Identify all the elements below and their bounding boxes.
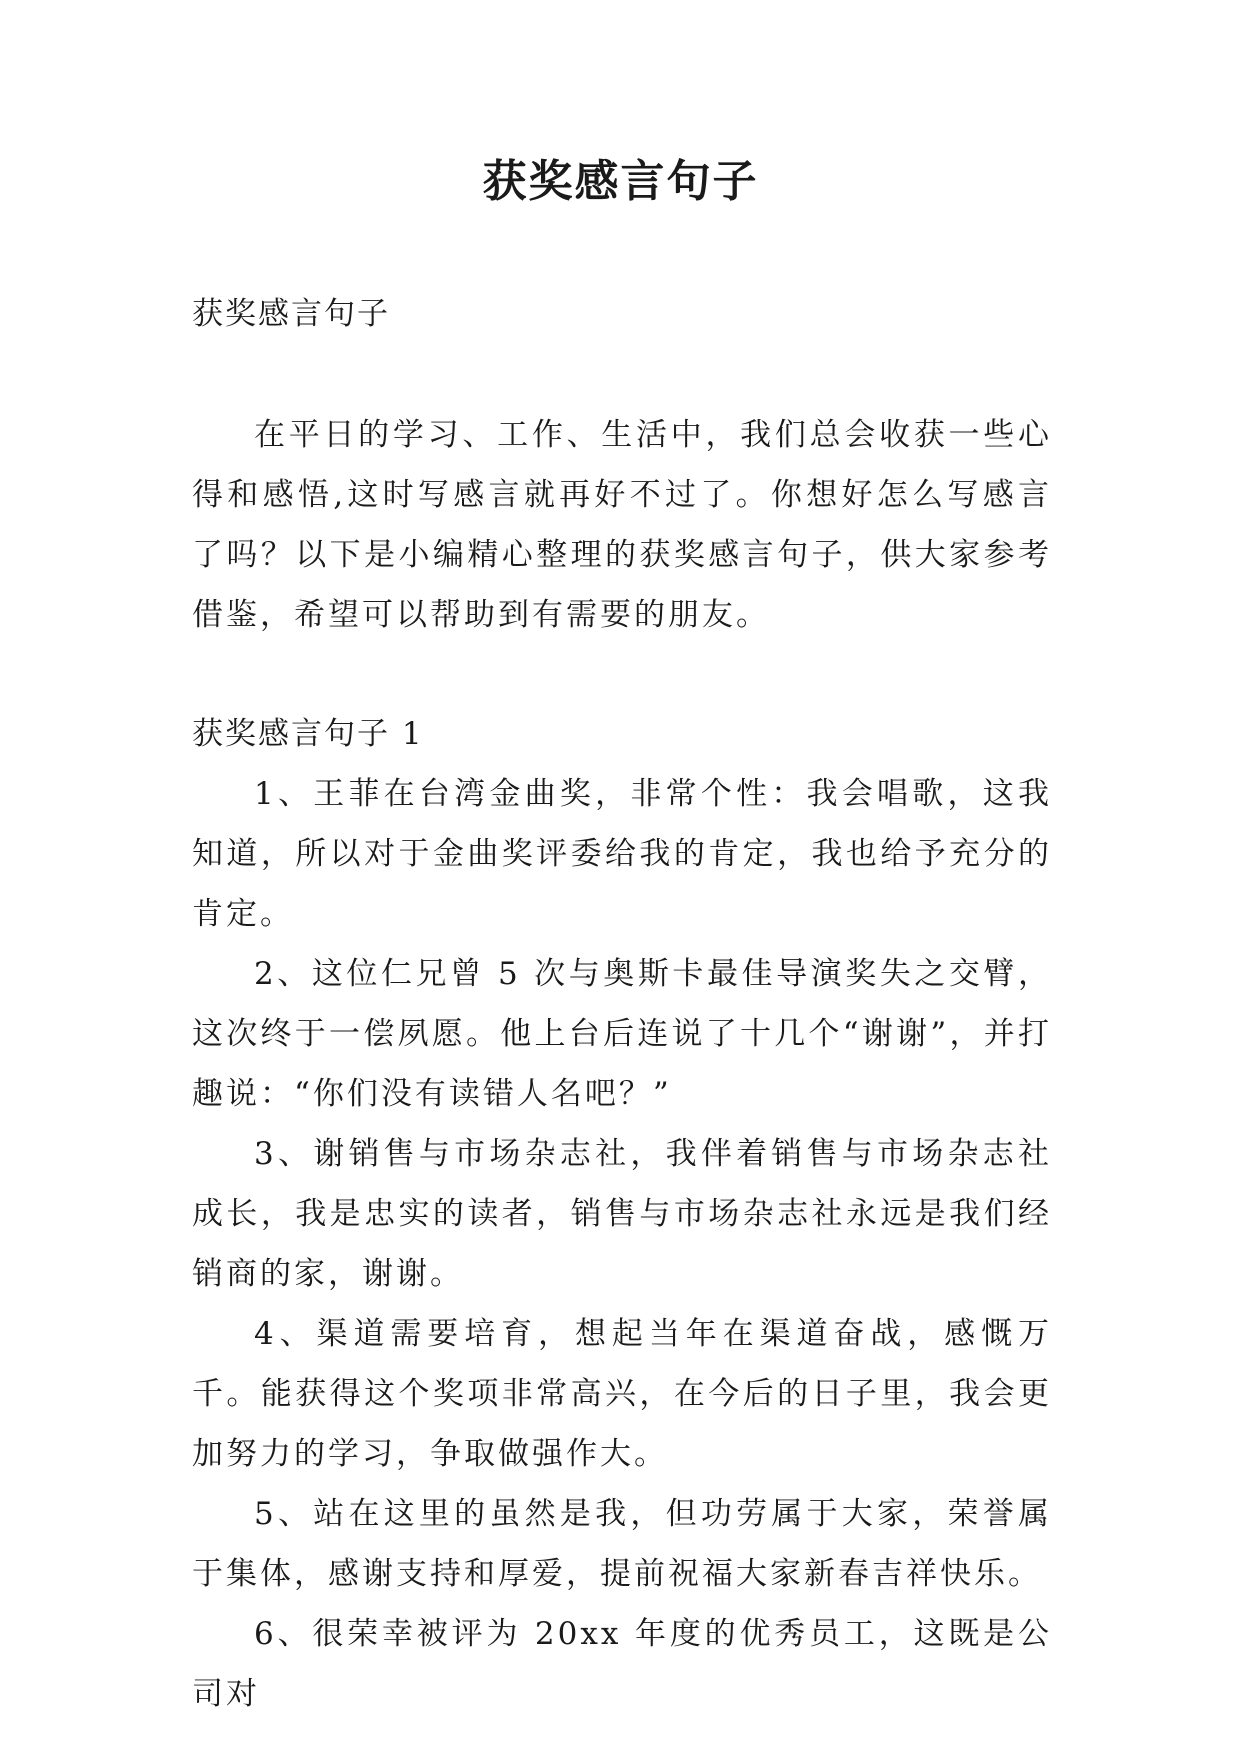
document-body xyxy=(192,284,1052,1724)
section-heading: 获奖感言句子 1 xyxy=(192,716,424,752)
quote-item: 5、站在这里的虽然是我，但功劳属于大家，荣誉属于集体，感谢支持和厚爱，提前祝福大家新春吉祥快乐。 xyxy=(192,1496,1052,1592)
quote-item: 3、谢销售与市场杂志社，我伴着销售与市场杂志社成长，我是忠实的读者，销售与市场杂志社永远是我们经销商的家，谢谢。 xyxy=(192,1136,1052,1292)
quote-item: 1、王菲在台湾金曲奖，非常个性：我会唱歌，这我知道，所以对于金曲奖评委给我的肯定，我也给予充分的肯定。 xyxy=(192,776,1052,932)
quote-item: 6、很荣幸被评为 20xx 年度的优秀员工，这既是公司对 xyxy=(192,1616,1052,1712)
document-title: 获奖感言句子 xyxy=(482,156,759,207)
spacer xyxy=(192,645,1052,704)
document-subtitle: 获奖感言句子 xyxy=(192,296,390,332)
quote-item: 4、渠道需要培育，想起当年在渠道奋战，感慨万千。能获得这个奖项非常高兴，在今后的日子里，我会更加努力的学习，争取做强作大。 xyxy=(192,1316,1052,1472)
intro-paragraph: 在平日的学习、工作、生活中，我们总会收获一些心得和感悟,这时写感言就再好不过了。你想好怎么写感言了吗？以下是小编精心整理的获奖感言句子，供大家参考借鉴，希望可以帮助到有需要的朋友。 xyxy=(192,417,1052,633)
spacer xyxy=(192,344,1052,405)
quote-item: 2、这位仁兄曾 5 次与奥斯卡最佳导演奖失之交臂，这次终于一偿夙愿。他上台后连说了十几个“谢谢”，并打趣说：“你们没有读错人名吧？” xyxy=(192,956,1052,1112)
